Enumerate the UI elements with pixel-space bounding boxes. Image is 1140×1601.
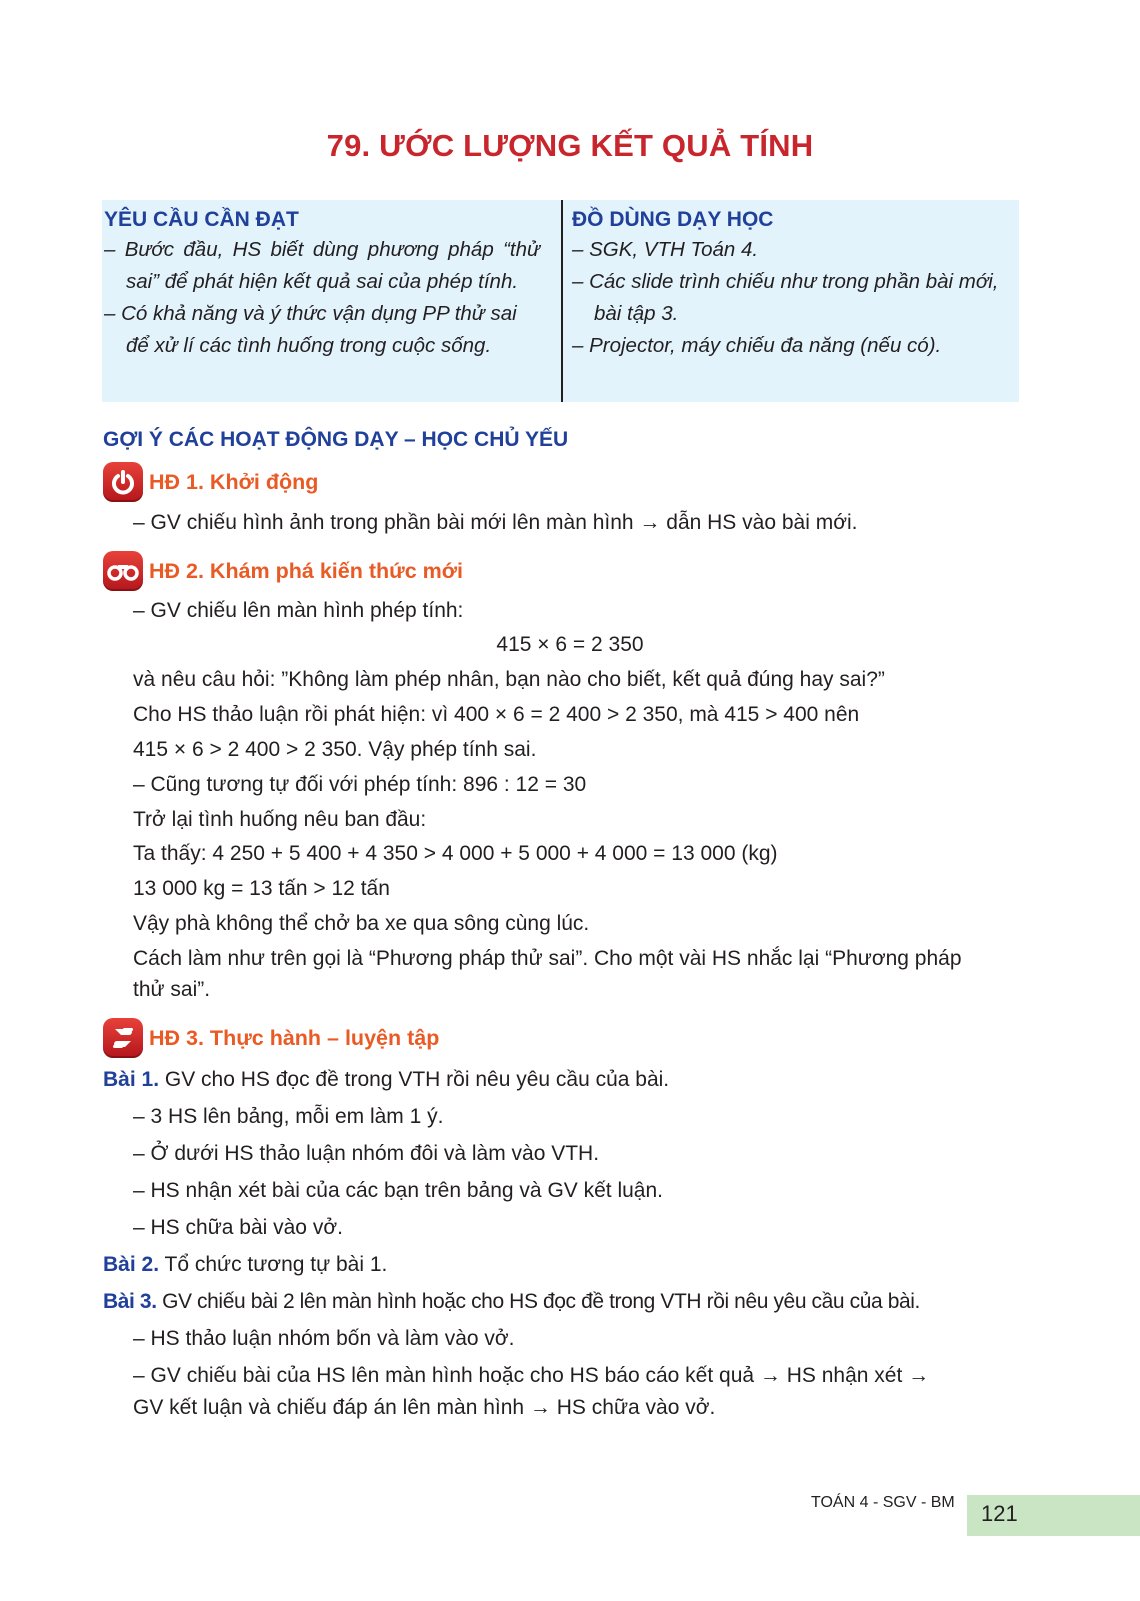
bai3	[103, 1288, 920, 1315]
page-number: 121	[981, 1501, 1018, 1526]
hd2-line: 13 000 kg = 13 tấn > 12 tấn	[133, 877, 390, 900]
materials-column	[572, 206, 1012, 362]
page-number-box	[967, 1495, 1140, 1536]
bai2-label: Bài 2.	[103, 1253, 160, 1276]
hd2-equation: 415 × 6 = 2 350	[496, 633, 644, 656]
page-title: 79. ƯỚC LƯỢNG KẾT QUẢ TÍNH	[326, 128, 814, 163]
bai2-text: Tổ chức tương tự bài 1.	[159, 1253, 388, 1276]
bai1-line: – 3 HS lên bảng, mỗi em làm 1 ý.	[133, 1105, 444, 1128]
hd1-line: – GV chiếu hình ảnh trong phần bài mới lên màn hình → dẫn HS vào bài mới.	[133, 511, 858, 534]
hd1-label: HĐ 1. Khởi động	[149, 469, 319, 494]
bai1-text: GV cho HS đọc đề trong VTH rồi nêu yêu cầu của bài.	[159, 1068, 670, 1091]
hd3-label: HĐ 3. Thực hành – luyện tập	[149, 1025, 440, 1050]
activities-heading: GỢI Ý CÁC HOẠT ĐỘNG DẠY – HỌC CHỦ YẾU	[103, 428, 569, 451]
hd2-line: Cho HS thảo luận rồi phát hiện: vì 400 × 6 = 2 400 > 2 350, mà 415 > 400 nên	[133, 703, 860, 726]
hd2-line: Trở lại tình huống nêu ban đầu:	[133, 808, 427, 831]
column-divider	[561, 200, 563, 402]
hd2-line: 415 × 6 > 2 400 > 2 350. Vậy phép tính sai.	[133, 738, 537, 761]
power-icon	[103, 462, 143, 502]
hands-icon	[103, 1018, 143, 1058]
bai3-line: GV kết luận và chiếu đáp án lên màn hình → HS chữa vào vở.	[133, 1396, 716, 1419]
bai3-text: GV chiếu bài 2 lên màn hình hoặc cho HS đọc đề trong VTH rồi nêu yêu cầu của bài.	[156, 1290, 920, 1313]
hd2-line: Cách làm như trên gọi là “Phương pháp thử sai”. Cho một vài HS nhắc lại “Phương pháp	[133, 947, 962, 970]
bai2	[103, 1251, 387, 1278]
bai1	[103, 1066, 669, 1093]
requirement-item: – Bước đầu, HS biết dùng phương pháp “thử sai” để phát hiện kết quả sai của phép tính.	[104, 238, 540, 293]
materials-heading: ĐỒ DÙNG DẠY HỌC	[572, 208, 774, 231]
bai1-line: – HS chữa bài vào vở.	[133, 1216, 343, 1239]
objectives-box	[102, 200, 1019, 402]
hd2-heading	[103, 551, 463, 591]
bai3-label: Bài 3.	[103, 1290, 157, 1313]
hd3-heading	[103, 1018, 439, 1058]
hd2-line: – GV chiếu lên màn hình phép tính:	[133, 599, 464, 622]
requirement-item: – Có khả năng và ý thức vận dụng PP thử sai để xử lí các tình huống trong cuộc sống.	[104, 302, 517, 357]
footer-book-title: TOÁN 4 - SGV - BM	[811, 1494, 955, 1511]
bai1-line: – Ở dưới HS thảo luận nhóm đôi và làm vào VTH.	[133, 1142, 600, 1165]
binoculars-icon	[103, 551, 143, 591]
hd2-line: và nêu câu hỏi: ”Không làm phép nhân, bạn nào cho biết, kết quả đúng hay sai?”	[133, 668, 885, 691]
requirements-heading: YÊU CẦU CẦN ĐẠT	[104, 208, 299, 231]
hd2-line: thử sai”.	[133, 978, 211, 1001]
material-item: – Projector, máy chiếu đa năng (nếu có).	[572, 334, 942, 357]
material-item: – SGK, VTH Toán 4.	[572, 238, 759, 261]
bai3-line: – HS thảo luận nhóm bốn và làm vào vở.	[133, 1327, 515, 1350]
bai1-label: Bài 1.	[103, 1068, 160, 1091]
bai3-line: – GV chiếu bài của HS lên màn hình hoặc cho HS báo cáo kết quả → HS nhận xét →	[133, 1364, 930, 1387]
hd2-label: HĐ 2. Khám phá kiến thức mới	[149, 558, 463, 583]
material-item: – Các slide trình chiếu như trong phần bài mới, bài tập 3.	[572, 270, 999, 325]
hd2-line: Ta thấy: 4 250 + 5 400 + 4 350 > 4 000 + 5 000 + 4 000 = 13 000 (kg)	[133, 842, 778, 865]
hd1-heading	[103, 462, 318, 502]
requirements-column	[104, 206, 540, 362]
bai1-line: – HS nhận xét bài của các bạn trên bảng và GV kết luận.	[133, 1179, 664, 1202]
hd2-line: – Cũng tương tự đối với phép tính: 896 : 12 = 30	[133, 773, 587, 796]
hd2-line: Vậy phà không thể chở ba xe qua sông cùng lúc.	[133, 912, 590, 935]
